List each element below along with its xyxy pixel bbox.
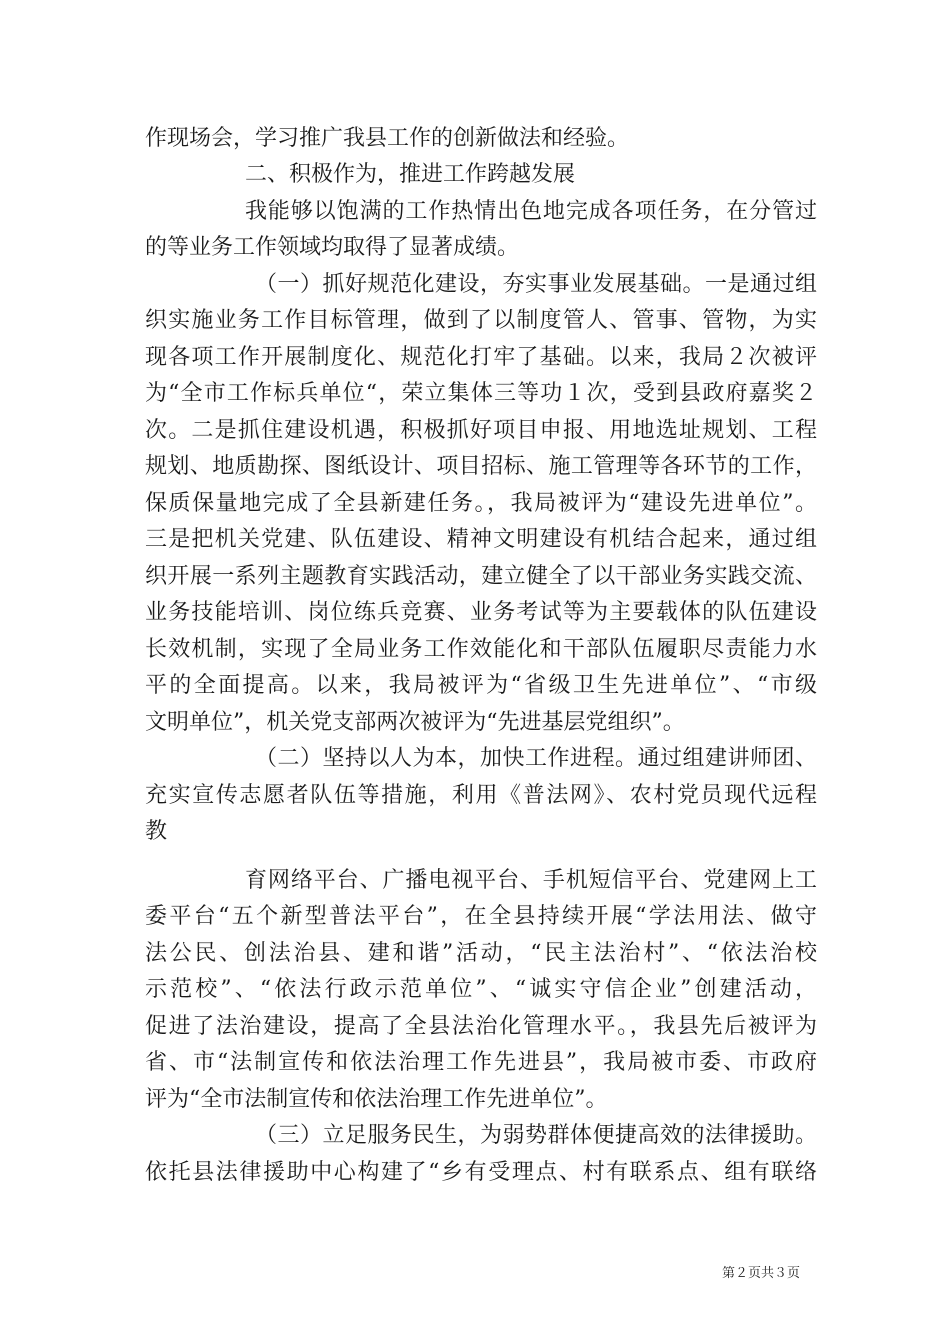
text-line: 法公民、创法治县、建和谐”活动，“民主法治村”、“依法治校 <box>145 941 817 966</box>
page-number: 第２页共３页 <box>721 1266 800 1281</box>
text-line: 次。二是抓住建设机遇，积极抓好项目申报、用地选址规划、工程 <box>145 418 817 443</box>
text-line: 育网络平台、广播电视平台、手机短信平台、党建网上工 <box>245 868 817 893</box>
text-line: 依托县法律援助中心构建了“乡有受理点、村有联系点、组有联络 <box>145 1160 817 1185</box>
text-line: 促进了法治建设，提高了全县法治化管理水平。，我县先后被评为 <box>145 1014 817 1039</box>
text-line: 现各项工作开展制度化、规范化打牢了基础。以来，我局２次被评 <box>145 345 817 370</box>
text-line: 平的全面提高。以来，我局被评为“省级卫生先进单位”、“市级 <box>145 673 817 698</box>
text-line: 评为“全市法制宣传和依法治理工作先进单位”。 <box>145 1087 608 1112</box>
text-line: 省、市“法制宣传和依法治理工作先进县”，我局被市委、市政府 <box>145 1050 817 1075</box>
text-line: 织实施业务工作目标管理，做到了以制度管人、管事、管物，为实 <box>145 308 817 333</box>
text-line: 规划、地质勘探、图纸设计、项目招标、施工管理等各环节的工作， <box>145 454 817 479</box>
text-line: 长效机制，实现了全局业务工作效能化和干部队伍履职尽责能力水 <box>145 637 817 662</box>
text-line: 我能够以饱满的工作热情出色地完成各项任务，在分管过 <box>245 199 817 224</box>
text-line: （二）坚持以人为本，加快工作进程。通过组建讲师团、 <box>255 746 817 771</box>
text-line: 充实宣传志愿者队伍等措施，利用《普法网》、农村党员现代远程 <box>145 783 817 808</box>
text-line: 文明单位”，机关党支部两次被评为“先进基层党组织”。 <box>145 710 685 735</box>
text-line: 作现场会，学习推广我县工作的创新做法和经验。 <box>145 126 630 151</box>
text-line: 织开展一系列主题教育实践活动，建立健全了以干部业务实践交流、 <box>145 564 817 589</box>
text-line: 三是把机关党建、队伍建设、精神文明建设有机结合起来，通过组 <box>145 527 817 552</box>
text-line: 业务技能培训、岗位练兵竞赛、业务考试等为主要载体的队伍建设 <box>145 600 817 625</box>
text-line: 的等业务工作领域均取得了显著成绩。 <box>145 235 520 260</box>
text-line: 保质保量地完成了全县新建任务。，我局被评为“建设先进单位”。 <box>145 491 817 516</box>
text-line: 教 <box>145 819 168 844</box>
text-line: 示范校”、“依法行政示范单位”、“诚实守信企业”创建活动， <box>145 977 817 1002</box>
section-heading: 二、积极作为，推进工作跨越发展 <box>245 162 576 187</box>
text-line: （一）抓好规范化建设，夯实事业发展基础。一是通过组 <box>255 272 817 297</box>
text-line: 为“全市工作标兵单位“，荣立集体三等功１次，受到县政府嘉奖２ <box>145 381 817 406</box>
text-line: 委平台“五个新型普法平台”，在全县持续开展“学法用法、做守 <box>145 904 817 929</box>
text-line: （三）立足服务民生，为弱势群体便捷高效的法律援助。 <box>255 1123 817 1148</box>
